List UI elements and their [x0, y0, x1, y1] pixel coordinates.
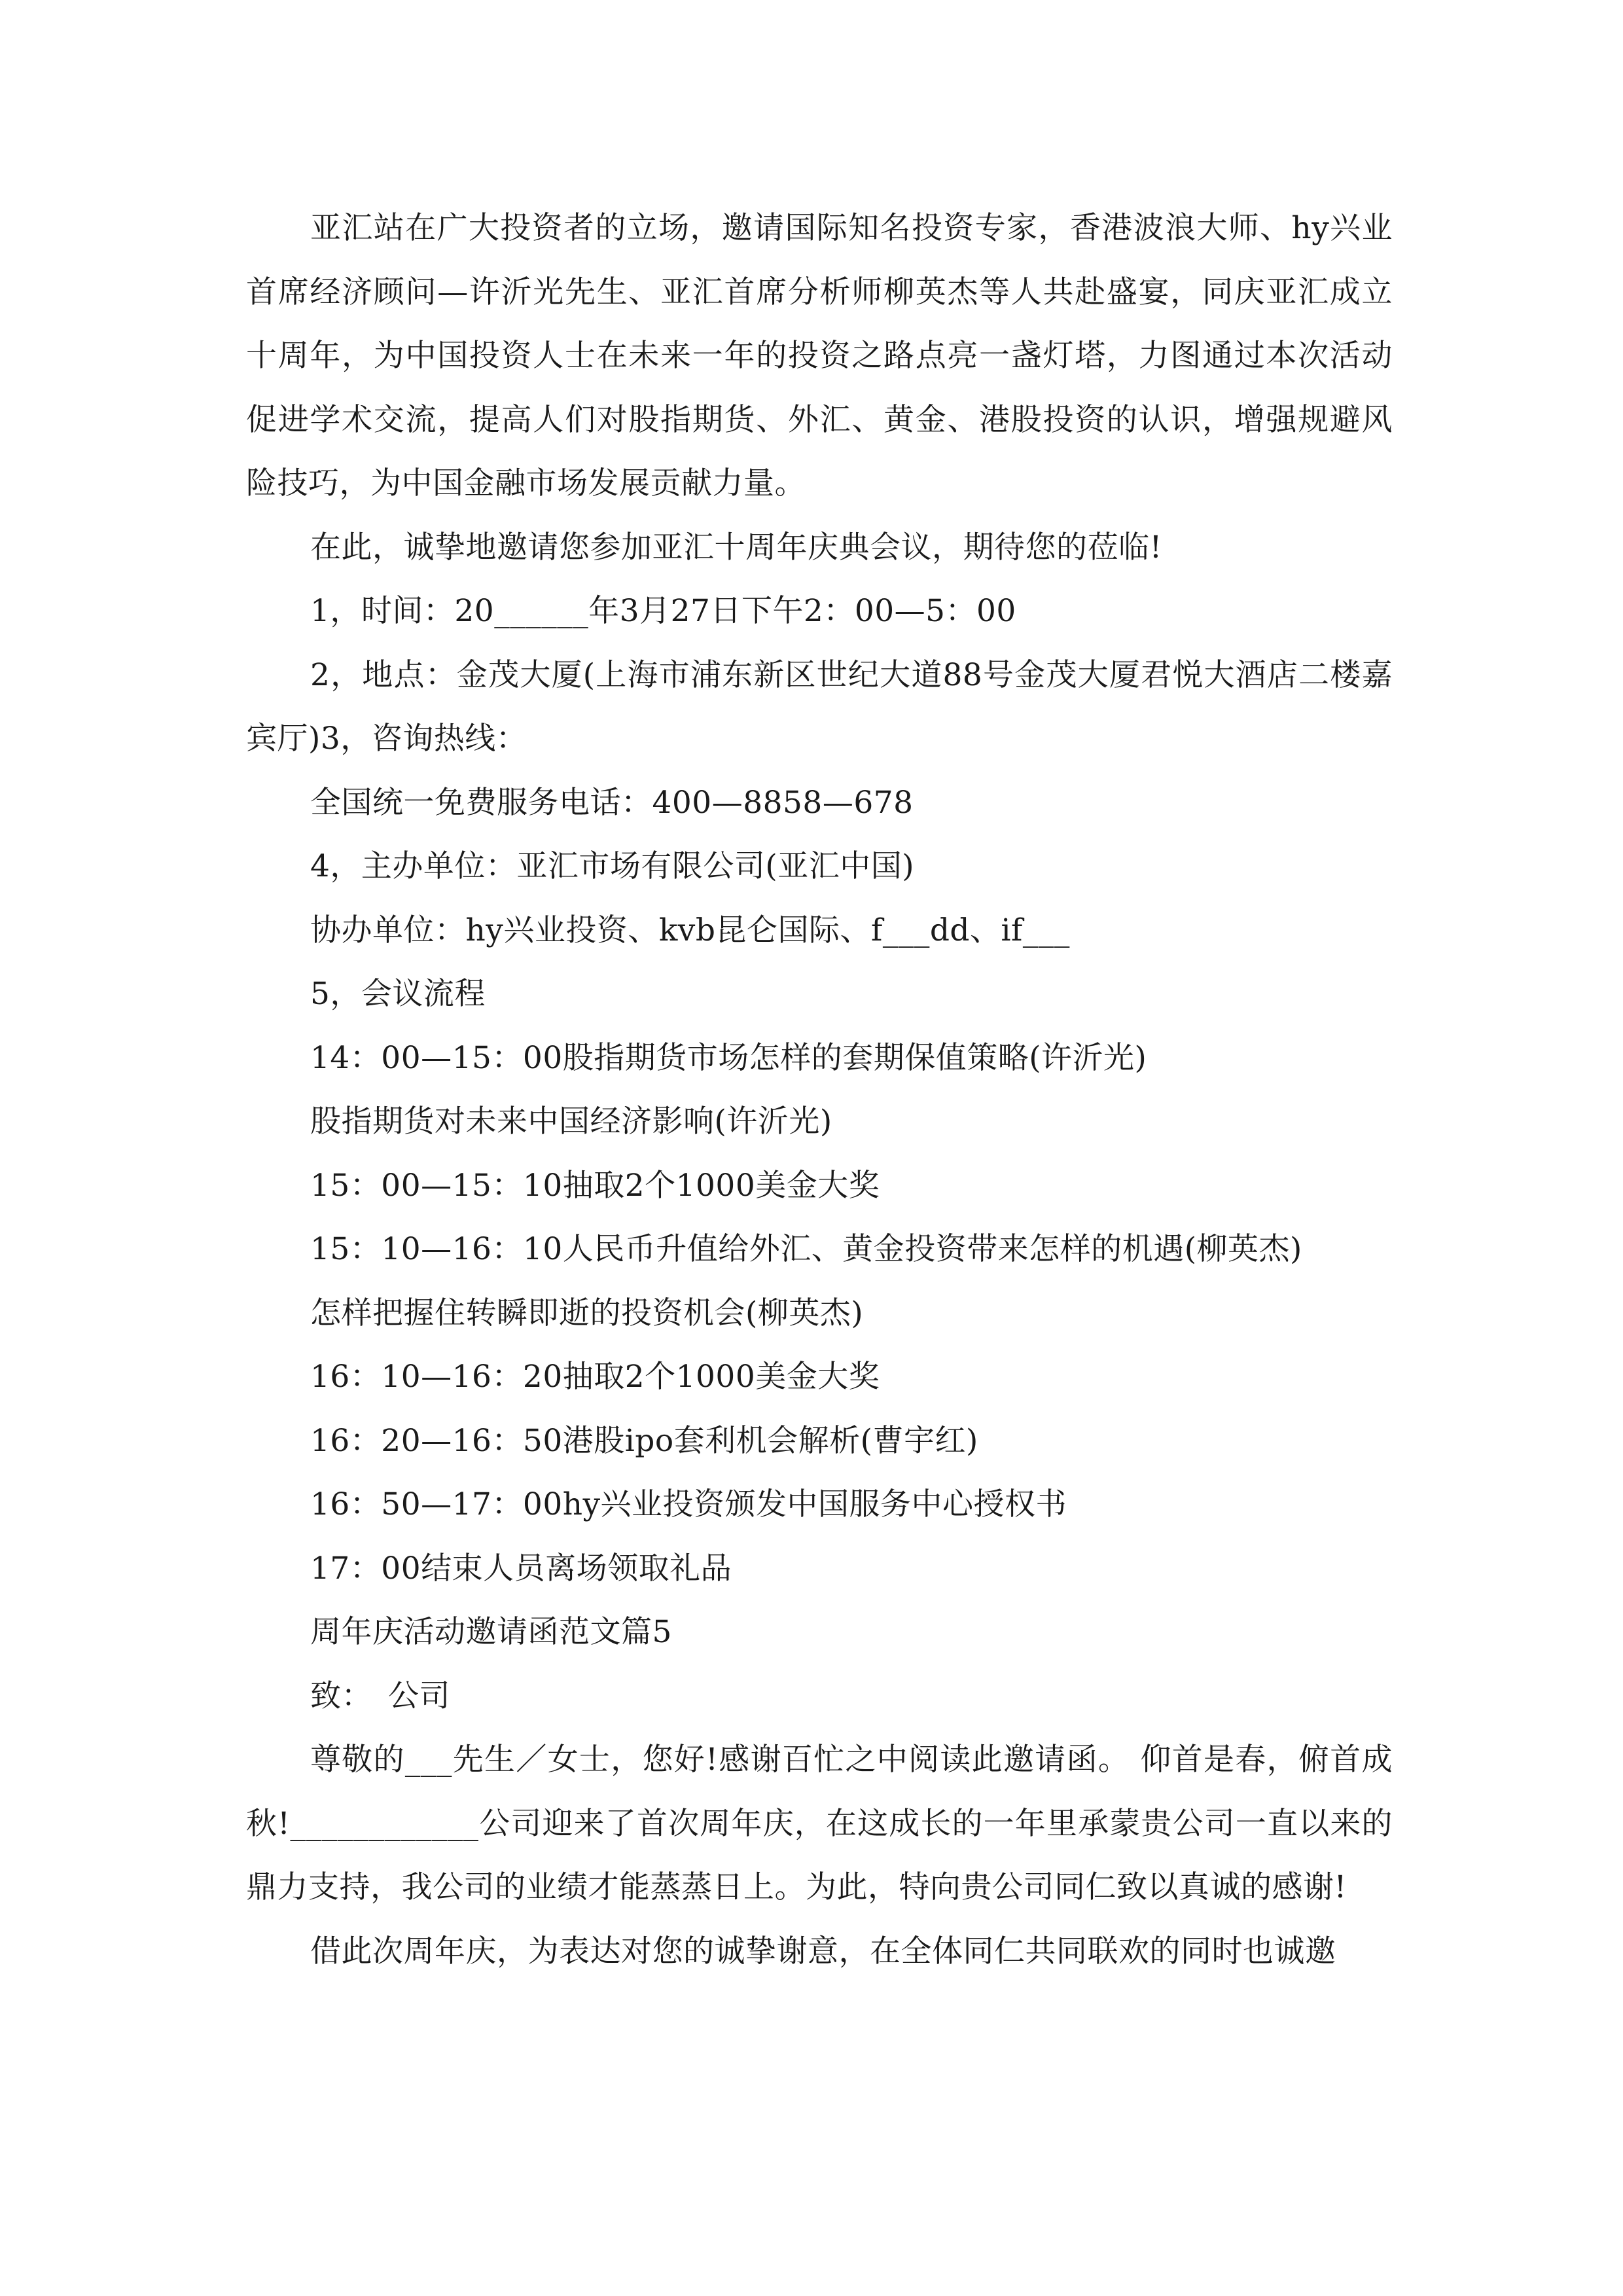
paragraph-agenda-heading: 5，会议流程 [310, 976, 486, 1012]
document-body [246, 196, 1393, 1983]
paragraph-time: 1，时间：20______年3月27日下午2：00—5：00 [310, 593, 1016, 629]
agenda-item: 15：00—15：10抽取2个1000美金大奖 [310, 1167, 880, 1204]
agenda-item: 16：10—16：20抽取2个1000美金大奖 [310, 1359, 880, 1395]
paragraph-greeting: 尊敬的___先生／女士，您好!感谢百忙之中阅读此邀请函。 仰首是春，俯首成秋!____________公司迎来了首次周年庆，在这成长的一年里承蒙贵公司一直以来的鼎力支持，我公司的业绩才能蒸蒸日上。为此，特向贵公司同仁致以真诚的感谢! [246, 1742, 1393, 1905]
agenda-item: 14：00—15：00股指期货市场怎样的套期保值策略(许沂光) [310, 1039, 1147, 1076]
agenda-item: 怎样把握住转瞬即逝的投资机会(柳英杰) [310, 1295, 864, 1331]
agenda-item: 16：50—17：00hy兴业投资颁发中国服务中心授权书 [310, 1486, 1067, 1522]
agenda-item: 15：10—16：10人民币升值给外汇、黄金投资带来怎样的机遇(柳英杰) [310, 1231, 1302, 1267]
section-title: 周年庆活动邀请函范文篇5 [310, 1614, 672, 1650]
agenda-item: 17：00结束人员离场领取礼品 [310, 1550, 732, 1587]
paragraph-invitation: 在此，诚挚地邀请您参加亚汇十周年庆典会议，期待您的莅临! [310, 529, 1162, 565]
paragraph-hotline: 全国统一免费服务电话：400—8858—678 [310, 784, 914, 821]
paragraph-closing: 借此次周年庆，为表达对您的诚挚谢意，在全体同仁共同联欢的同时也诚邀 [310, 1933, 1336, 1969]
paragraph-addressee: 致： 公司 [310, 1677, 450, 1714]
paragraph-location: 2，地点：金茂大厦(上海市浦东新区世纪大道88号金茂大厦君悦大酒店二楼嘉宾厅)3，咨询热线： [246, 656, 1393, 757]
paragraph-organizer: 4，主办单位：亚汇市场有限公司(亚汇中国) [310, 848, 915, 884]
agenda-item: 16：20—16：50港股ipo套利机会解析(曹宇红) [310, 1422, 978, 1459]
paragraph-co-organizer: 协办单位：hy兴业投资、kvb昆仑国际、f___dd、if___ [310, 912, 1070, 948]
agenda-item: 股指期货对未来中国经济影响(许沂光) [310, 1103, 832, 1139]
paragraph-intro: 亚汇站在广大投资者的立场，邀请国际知名投资专家，香港波浪大师、hy兴业首席经济顾问—许沂光先生、亚汇首席分析师柳英杰等人共赴盛宴，同庆亚汇成立十周年，为中国投资人士在未来一年的投资之路点亮一盏灯塔，力图通过本次活动促进学术交流，提高人们对股指期货、外汇、黄金、港股投资的认识，增强规避风险技巧，为中国金融市场发展贡献力量。 [246, 210, 1393, 501]
